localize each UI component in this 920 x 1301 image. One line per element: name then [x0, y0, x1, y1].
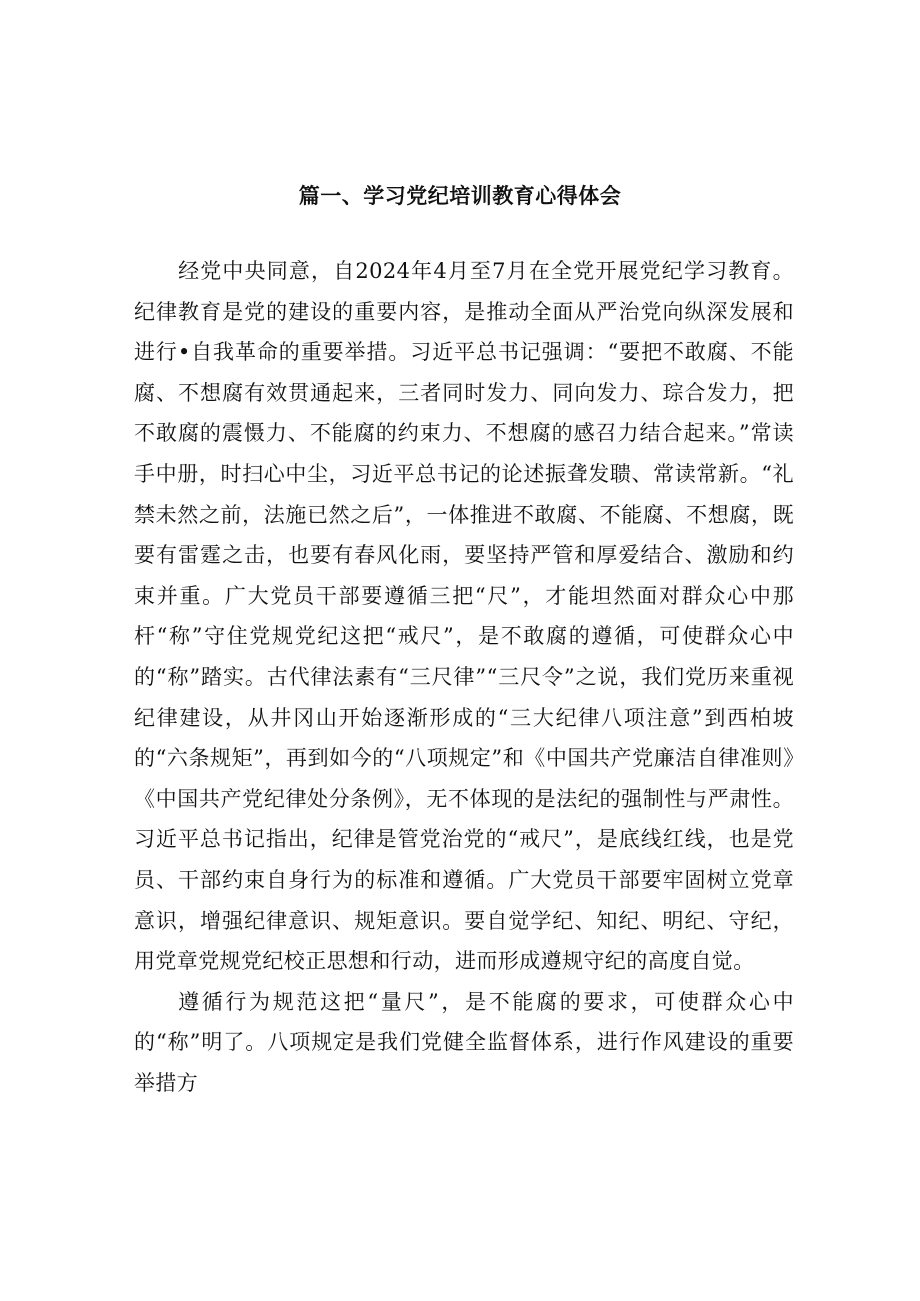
paragraph: 经党中央同意，自2024年4月至7月在全党开展党纪学习教育。纪律教育是党的建设的重要内容，是推动全面从严治党向纵深发展和进行•自我革命的重要举措。习近平总书记强调：“要把不敢腐、不能腐、不想腐有效贯通起来，三者同时发力、同向发力、琮合发力，把不敢腐的震慑力、不能腐的约束力、不想腐的感召力结合起来。”常读手中册，时扫心中尘，习近平总书记的论述振聋发聩、常读常新。“礼禁未然之前，法施已然之后”，一体推进不敢腐、不能腐、不想腐，既要有雷霆之击，也要有春风化雨，要坚持严管和厚爱结合、激励和约束并重。广大党员干部要遵循三把“尺”，才能坦然面对群众心中那杆“称”守住党规党纪这把“戒尺”，是不敢腐的遵循，可使群众心中的“称”踏实。古代律法素有“三尺律”“三尺令”之说，我们党历来重视纪律建设，从井冈山开始逐渐形成的“三大纪律八项注意”到西柏坡的“六条规矩”，再到如今的“八项规定”和《中国共产党廉洁自律准则》《中国共产党纪律处分条例》，无不体现的是法纪的强制性与严肃性。习近平总书记指出，纪律是管党治党的“戒尺”，是底线红线，也是党员、干部约束自身行为的标准和遵循。广大党员干部要牢固树立党章意识，增强纪律意识、规矩意识。要自觉学纪、知纪、明纪、守纪，用党章党规党纪校正思想和行动，进而形成遵规守纪的高度自觉。 — [134, 259, 794, 974]
document-title: 篇一、学习党纪培训教育心得体会 — [298, 184, 622, 208]
document-body — [134, 251, 794, 1103]
paragraph: 遵循行为规范这把“量尺”，是不能腐的要求，可使群众心中的“称”明了。八项规定是我们党健全监督体系，进行作风建设的重要举措方 — [134, 989, 794, 1095]
